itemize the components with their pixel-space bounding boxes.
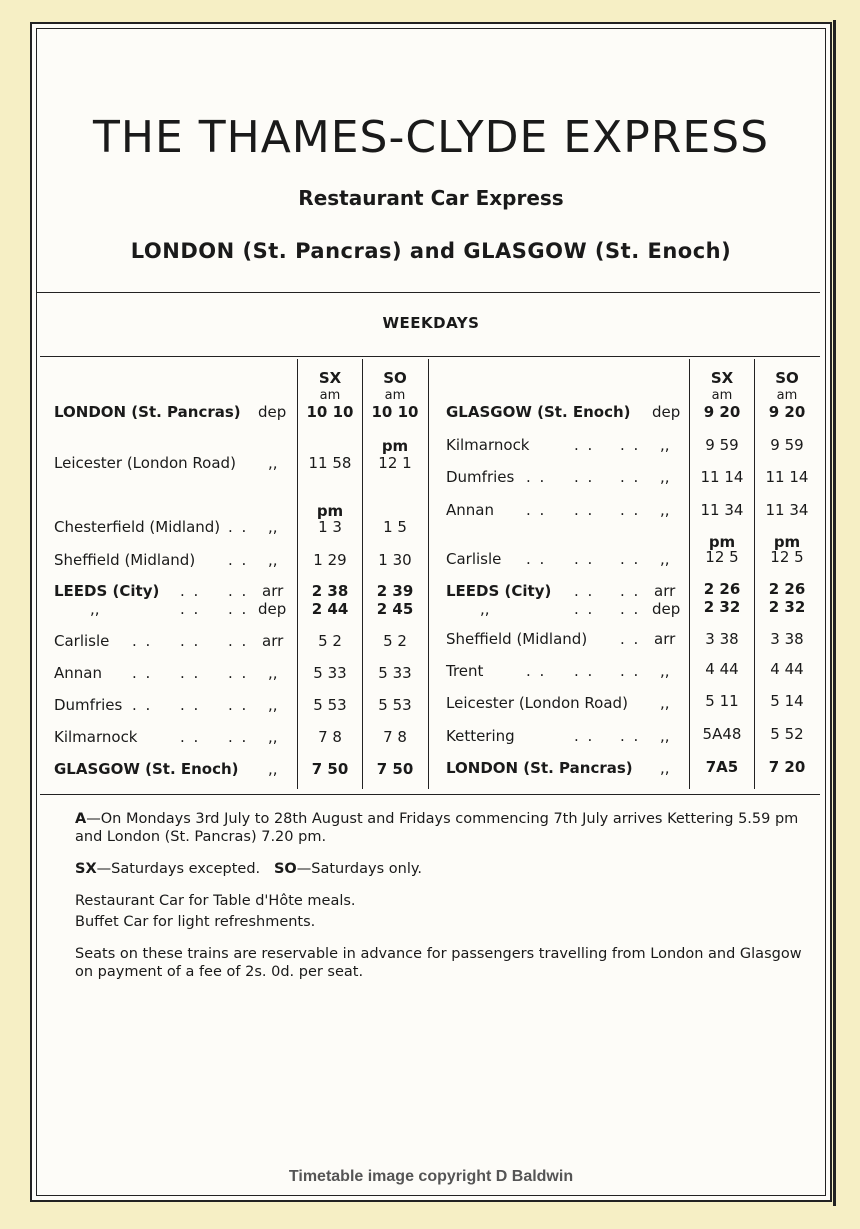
time-so: 2 32: [768, 598, 806, 616]
time-sx: 5 33: [313, 664, 347, 682]
column-divider: [297, 359, 298, 789]
time-sx: 5 2: [318, 632, 342, 650]
leader-dots: . .: [132, 664, 153, 682]
station-annan: Annan: [446, 501, 494, 519]
ditto-mark: ,,: [660, 436, 670, 454]
time-sx: 12 5: [705, 548, 739, 566]
ditto-mark: ,,: [660, 550, 670, 568]
leader-dots: . .: [228, 728, 249, 746]
station-sheffield: Sheffield (Midland): [54, 551, 196, 569]
ditto-mark: ,,: [480, 600, 490, 618]
note-key: A: [75, 811, 87, 827]
leader-dots: . .: [180, 582, 201, 600]
station-kettering: Kettering: [446, 727, 515, 745]
time-sx: 7 8: [318, 728, 342, 746]
time-sx: 2 44: [311, 600, 349, 618]
station-carlisle: Carlisle: [446, 550, 502, 568]
header-sx: SX: [318, 369, 342, 387]
divider: [40, 356, 820, 357]
time-sx: 11 14: [700, 468, 744, 486]
time-so: 1 30: [378, 551, 412, 569]
time-sx: 11 58: [308, 454, 352, 472]
leader-dots: . .: [574, 468, 595, 486]
ditto-mark: ,,: [660, 501, 670, 519]
station-kilmarnock: Kilmarnock: [446, 436, 530, 454]
time-so: 11 14: [765, 468, 809, 486]
leader-dots: . .: [526, 501, 547, 519]
ditto-mark: ,,: [268, 696, 278, 714]
time-sx: 1 29: [313, 551, 347, 569]
time-so: 2 26: [768, 580, 806, 598]
header-so: SO: [775, 369, 799, 387]
time-sx: 2 32: [703, 598, 741, 616]
time-sx: 9 20: [703, 403, 741, 421]
leader-dots: . .: [132, 696, 153, 714]
subtitle: Restaurant Car Express: [298, 186, 564, 210]
time-so: 5 53: [378, 696, 412, 714]
section-heading: WEEKDAYS: [382, 314, 480, 332]
time-so: 2 45: [376, 600, 414, 618]
time-sx: 7 50: [311, 760, 349, 778]
note-restaurant: Restaurant Car for Table d'Hôte meals.: [75, 893, 356, 909]
leader-dots: . .: [574, 662, 595, 680]
header-am: am: [776, 388, 798, 403]
ditto-mark: ,,: [660, 662, 670, 680]
time-so: 5 2: [383, 632, 407, 650]
leader-dots: . .: [526, 468, 547, 486]
leader-dots: . .: [574, 436, 595, 454]
station-london: LONDON (St. Pancras): [54, 403, 241, 421]
leader-dots: . .: [574, 550, 595, 568]
leader-dots: . .: [620, 501, 641, 519]
route-heading: LONDON (St. Pancras) and GLASGOW (St. Enoch): [130, 239, 732, 263]
header-am: am: [319, 388, 341, 403]
page-title: THE THAMES-CLYDE EXPRESS: [92, 112, 770, 163]
time-sx: 5A48: [702, 725, 742, 743]
time-so: 12 1: [378, 454, 412, 472]
arr-marker: arr: [654, 582, 676, 600]
station-glasgow: GLASGOW (St. Enoch): [54, 760, 239, 778]
divider: [36, 292, 820, 293]
time-sx: 2 38: [311, 582, 349, 600]
time-sx: 3 38: [705, 630, 739, 648]
leader-dots: . .: [620, 600, 641, 618]
leader-dots: . .: [620, 550, 641, 568]
station-carlisle: Carlisle: [54, 632, 110, 650]
header-am: am: [384, 388, 406, 403]
leader-dots: . .: [228, 664, 249, 682]
station-leeds: LEEDS (City): [446, 582, 552, 600]
note-text: —Saturdays excepted.: [96, 861, 261, 877]
ditto-mark: ,,: [268, 454, 278, 472]
leader-dots: . .: [620, 662, 641, 680]
time-so: 10 10: [371, 403, 419, 421]
time-sx: 9 59: [705, 436, 739, 454]
leader-dots: . .: [180, 600, 201, 618]
leader-dots: . .: [228, 632, 249, 650]
time-so: 5 33: [378, 664, 412, 682]
time-so: 4 44: [770, 660, 804, 678]
leader-dots: . .: [228, 551, 249, 569]
time-sx: 5 53: [313, 696, 347, 714]
arr-marker: arr: [654, 630, 676, 648]
station-dumfries: Dumfries: [446, 468, 515, 486]
ditto-mark: ,,: [268, 518, 278, 536]
leader-dots: . .: [574, 727, 595, 745]
leader-dots: . .: [180, 728, 201, 746]
pm-marker: pm: [316, 502, 344, 520]
ditto-mark: ,,: [268, 728, 278, 746]
leader-dots: . .: [228, 518, 249, 536]
time-sx: 1 3: [318, 518, 342, 536]
time-so: 7 20: [768, 758, 806, 776]
time-sx: 5 11: [705, 692, 739, 710]
leader-dots: . .: [574, 501, 595, 519]
ditto-mark: ,,: [90, 600, 100, 618]
station-leeds: LEEDS (City): [54, 582, 160, 600]
station-leicester: Leicester (London Road): [446, 694, 628, 712]
note-sx-so: [75, 860, 820, 878]
note-buffet: Buffet Car for light refreshments.: [75, 914, 316, 930]
time-so: 1 5: [383, 518, 407, 536]
dep-marker: dep: [652, 403, 681, 421]
leader-dots: . .: [228, 696, 249, 714]
arr-marker: arr: [262, 632, 284, 650]
leader-dots: . .: [180, 696, 201, 714]
time-sx: 4 44: [705, 660, 739, 678]
leader-dots: . .: [620, 582, 641, 600]
time-so: 5 52: [770, 725, 804, 743]
leader-dots: . .: [620, 436, 641, 454]
time-so: 2 39: [376, 582, 414, 600]
pm-marker: pm: [773, 533, 801, 551]
ditto-mark: ,,: [660, 759, 670, 777]
note-text: —On Mondays 3rd July to 28th August and Fridays commencing 7th July arrives Kettering 5.59 pm and London (St. Pancras) 7.20 pm.: [75, 811, 799, 845]
leader-dots: . .: [620, 727, 641, 745]
ditto-mark: ,,: [268, 551, 278, 569]
station-kilmarnock: Kilmarnock: [54, 728, 138, 746]
leader-dots: . .: [574, 600, 595, 618]
note-text: —Saturdays only.: [296, 861, 422, 877]
leader-dots: . .: [132, 632, 153, 650]
header-sx: SX: [710, 369, 734, 387]
leader-dots: . .: [526, 662, 547, 680]
station-london: LONDON (St. Pancras): [446, 759, 633, 777]
leader-dots: . .: [620, 630, 641, 648]
time-so: 11 34: [765, 501, 809, 519]
station-annan: Annan: [54, 664, 102, 682]
station-sheffield: Sheffield (Midland): [446, 630, 588, 648]
time-so: 9 59: [770, 436, 804, 454]
timetable-sheet: [30, 22, 832, 1202]
time-so: 3 38: [770, 630, 804, 648]
dep-marker: dep: [258, 403, 287, 421]
time-sx: 11 34: [700, 501, 744, 519]
leader-dots: . .: [228, 600, 249, 618]
copyright-footer: Timetable image copyright D Baldwin: [288, 1168, 574, 1185]
pm-marker: pm: [381, 437, 409, 455]
time-sx: 10 10: [306, 403, 354, 421]
column-divider: [428, 359, 429, 789]
time-so: 7 8: [383, 728, 407, 746]
leader-dots: . .: [180, 664, 201, 682]
divider: [40, 794, 820, 795]
ditto-mark: ,,: [268, 760, 278, 778]
dep-marker: dep: [258, 600, 287, 618]
arr-marker: arr: [262, 582, 284, 600]
station-trent: Trent: [446, 662, 484, 680]
header-am: am: [711, 388, 733, 403]
time-so: 12 5: [770, 548, 804, 566]
header-so: SO: [383, 369, 407, 387]
ditto-mark: ,,: [660, 468, 670, 486]
time-so: 5 14: [770, 692, 804, 710]
leader-dots: . .: [180, 632, 201, 650]
leader-dots: . .: [574, 582, 595, 600]
station-leicester: Leicester (London Road): [54, 454, 236, 472]
note-key: SO: [273, 861, 297, 877]
station-glasgow: GLASGOW (St. Enoch): [446, 403, 631, 421]
column-divider: [362, 359, 363, 789]
time-sx: 2 26: [703, 580, 741, 598]
leader-dots: . .: [620, 468, 641, 486]
ditto-mark: ,,: [660, 727, 670, 745]
pm-marker: pm: [708, 533, 736, 551]
station-chesterfield: Chesterfield (Midland): [54, 518, 221, 536]
station-dumfries: Dumfries: [54, 696, 123, 714]
ditto-mark: ,,: [660, 694, 670, 712]
time-sx: 7A5: [705, 758, 739, 776]
note-key: SX: [75, 861, 97, 877]
ditto-mark: ,,: [268, 664, 278, 682]
dep-marker: dep: [652, 600, 681, 618]
leader-dots: . .: [526, 550, 547, 568]
time-so: 9 20: [768, 403, 806, 421]
leader-dots: . .: [228, 582, 249, 600]
note-seats: Seats on these trains are reservable in advance for passengers travelling from London and Glasgow on payment of a fee of 2s. 0d. per seat.: [75, 946, 802, 980]
note-a: [75, 810, 820, 846]
time-so: 7 50: [376, 760, 414, 778]
